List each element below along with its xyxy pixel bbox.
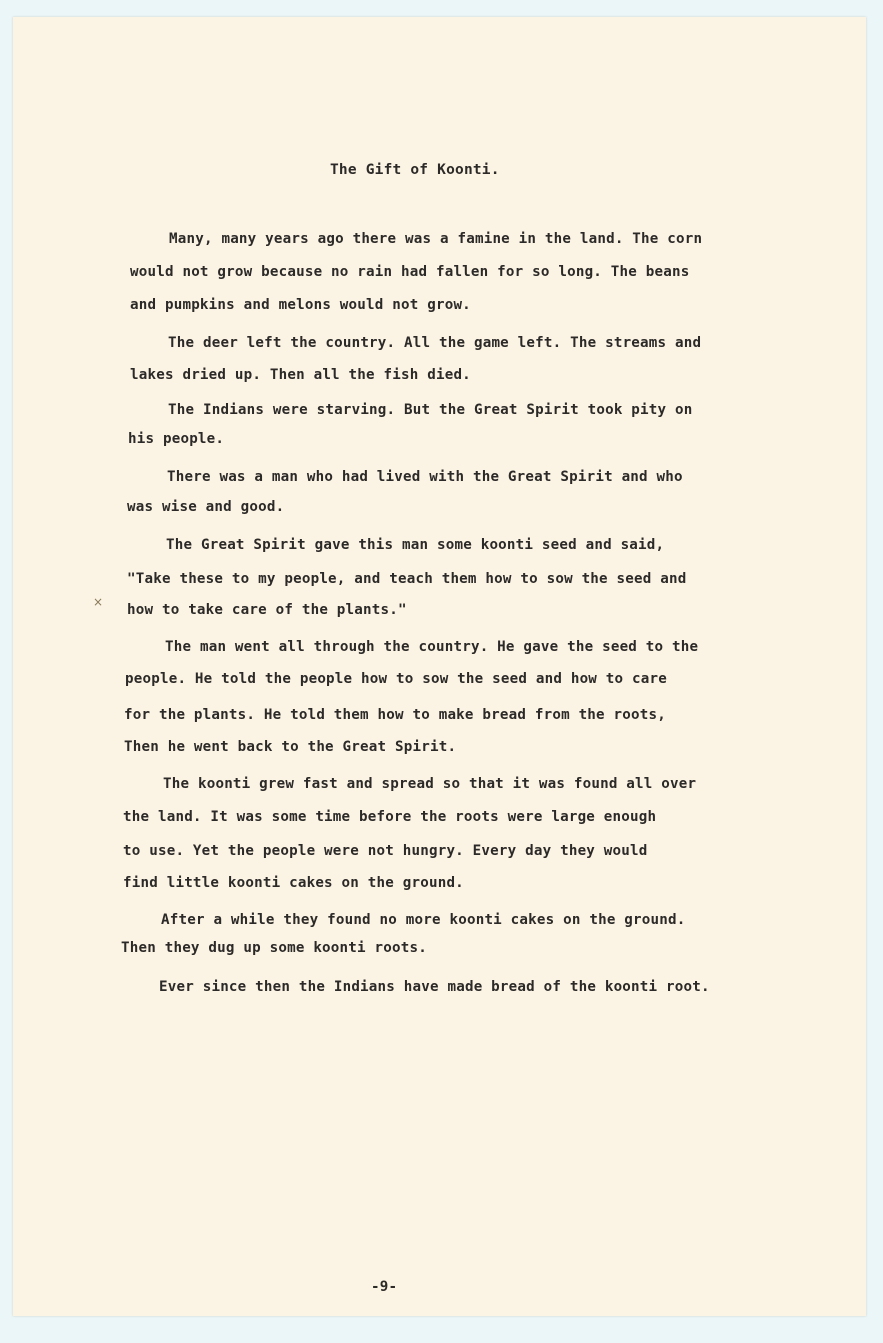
text-line: Then they dug up some koonti roots. (121, 940, 427, 956)
text-line: his people. (128, 431, 225, 447)
text-line: the land. It was some time before the roots were large enough (123, 809, 657, 825)
pencil-mark-icon: × (93, 595, 104, 609)
text-line: was wise and good. (127, 499, 285, 515)
text-line: find little koonti cakes on the ground. (123, 875, 464, 891)
text-line: The Indians were starving. But the Great Spirit took pity on (168, 402, 693, 418)
text-line: The deer left the country. All the game left. The streams and (168, 335, 702, 351)
text-line: The man went all through the country. He gave the seed to the (165, 639, 699, 655)
document-title: The Gift of Koonti. (330, 162, 500, 178)
text-line: The Great Spirit gave this man some koonti seed and said, (166, 537, 665, 553)
text-line: After a while they found no more koonti cakes on the ground. (161, 912, 686, 928)
text-line: Many, many years ago there was a famine in the land. The corn (169, 231, 703, 247)
text-line: "Take these to my people, and teach them how to sow the seed and (127, 571, 687, 587)
text-line: Ever since then the Indians have made bread of the koonti root. (159, 979, 710, 995)
text-line: for the plants. He told them how to make bread from the roots, (124, 707, 666, 723)
page-number: -9- (371, 1279, 398, 1295)
text-line: would not grow because no rain had fallen for so long. The beans (130, 264, 690, 280)
text-line: The koonti grew fast and spread so that it was found all over (163, 776, 697, 792)
text-line: to use. Yet the people were not hungry. Every day they would (123, 843, 648, 859)
text-line: lakes dried up. Then all the fish died. (130, 367, 471, 383)
text-line: and pumpkins and melons would not grow. (130, 297, 471, 313)
document-page (13, 17, 866, 1316)
text-line: how to take care of the plants." (127, 602, 407, 618)
text-line: There was a man who had lived with the Great Spirit and who (167, 469, 683, 485)
text-line: Then he went back to the Great Spirit. (124, 739, 457, 755)
text-line: people. He told the people how to sow the seed and how to care (125, 671, 667, 687)
